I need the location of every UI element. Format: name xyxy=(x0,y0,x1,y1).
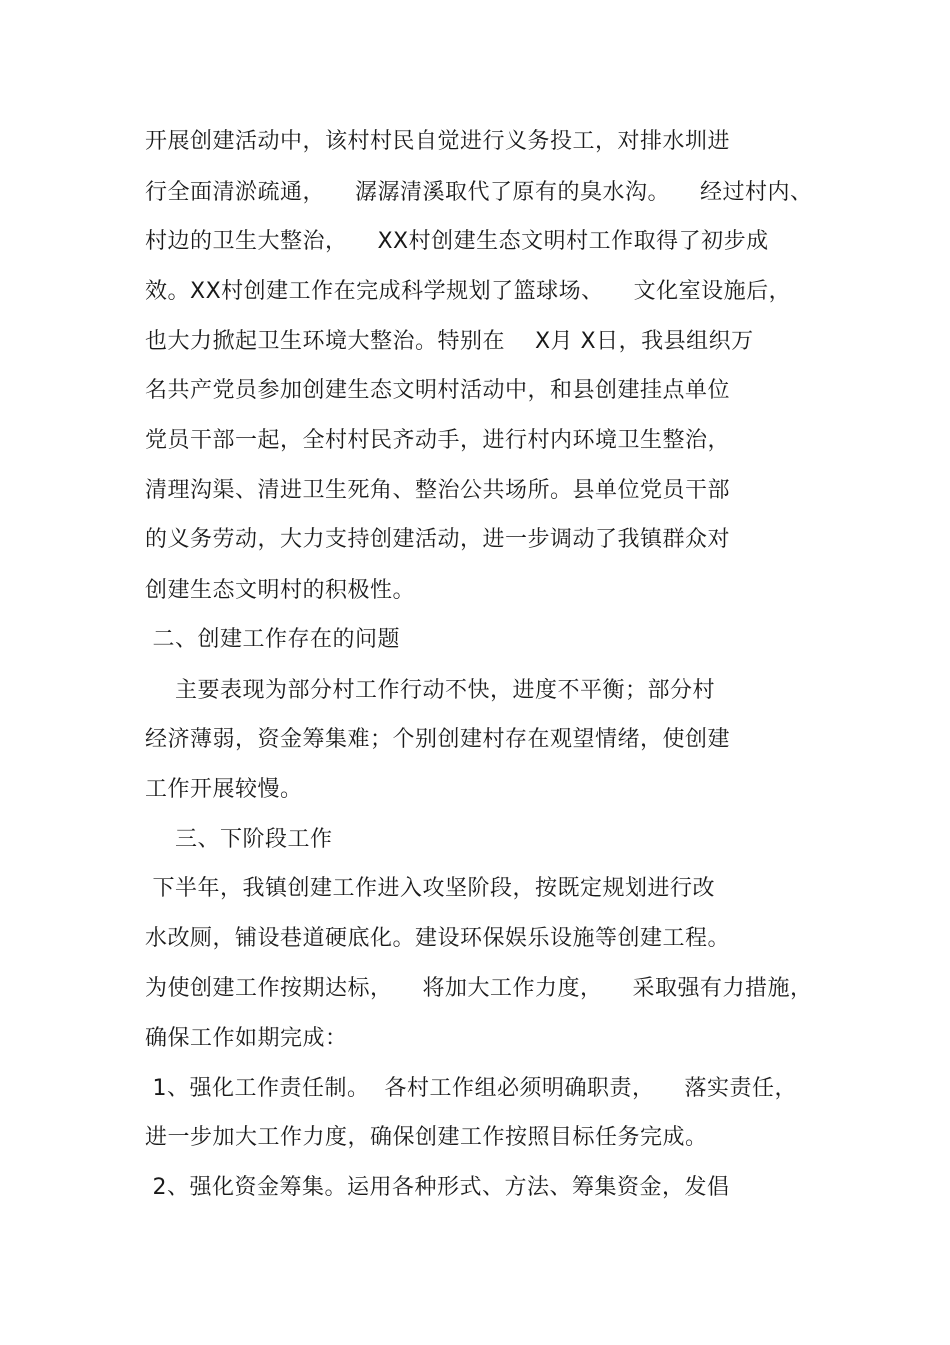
text-line: 主要表现为部分村工作行动不快，进度不平衡；部分村 xyxy=(145,678,715,703)
text-line: 经济薄弱，资金筹集难；个别创建村存在观望情绪，使创建 xyxy=(145,727,731,752)
text-line: 下半年，我镇创建工作进入攻坚阶段，按既定规划进行改 xyxy=(145,876,715,901)
text-line: 开展创建活动中，该村村民自觉进行义务投工，对排水圳进 xyxy=(145,129,731,154)
text-line: 确保工作如期完成： xyxy=(145,1026,348,1051)
section-heading: 三、下阶段工作 xyxy=(145,827,333,852)
text-line: 进一步加大工作力度，确保创建工作按照目标任务完成。 xyxy=(145,1125,708,1150)
section-heading: 二、创建工作存在的问题 xyxy=(145,627,400,652)
text-line: 水改厕，铺设巷道硬底化。建设环保娱乐设施等创建工程。 xyxy=(145,926,731,951)
text-line: 效。XX村创建工作在完成科学规划了篮球场、 文化室设施后， xyxy=(145,279,792,304)
text-line: 党员干部一起，全村村民齐动手，进行村内环境卫生整治， xyxy=(145,428,731,453)
text-line: 村边的卫生大整治， XX村创建生态文明村工作取得了初步成 xyxy=(145,229,769,254)
list-item: 1、强化工作责任制。 各村工作组必须明确职责， 落实责任， xyxy=(145,1076,797,1101)
text-line: 也大力掀起卫生环境大整治。特别在 X月 X日，我县组织万 xyxy=(145,329,754,354)
text-line: 清理沟渠、清进卫生死角、整治公共场所。县单位党员干部 xyxy=(145,478,731,503)
text-line: 行全面清淤疏通， 潺潺清溪取代了原有的臭水沟。 经过村内、 xyxy=(145,180,813,205)
text-line: 为使创建工作按期达标， 将加大工作力度， 采取强有力措施， xyxy=(145,976,813,1001)
text-line: 的义务劳动，大力支持创建活动，进一步调动了我镇群众对 xyxy=(145,527,731,552)
text-line: 名共产党员参加创建生态文明村活动中，和县创建挂点单位 xyxy=(145,378,731,403)
text-line: 工作开展较慢。 xyxy=(145,777,303,802)
list-item: 2、强化资金筹集。运用各种形式、方法、筹集资金，发倡 xyxy=(145,1175,730,1200)
text-line: 创建生态文明村的积极性。 xyxy=(145,578,416,603)
